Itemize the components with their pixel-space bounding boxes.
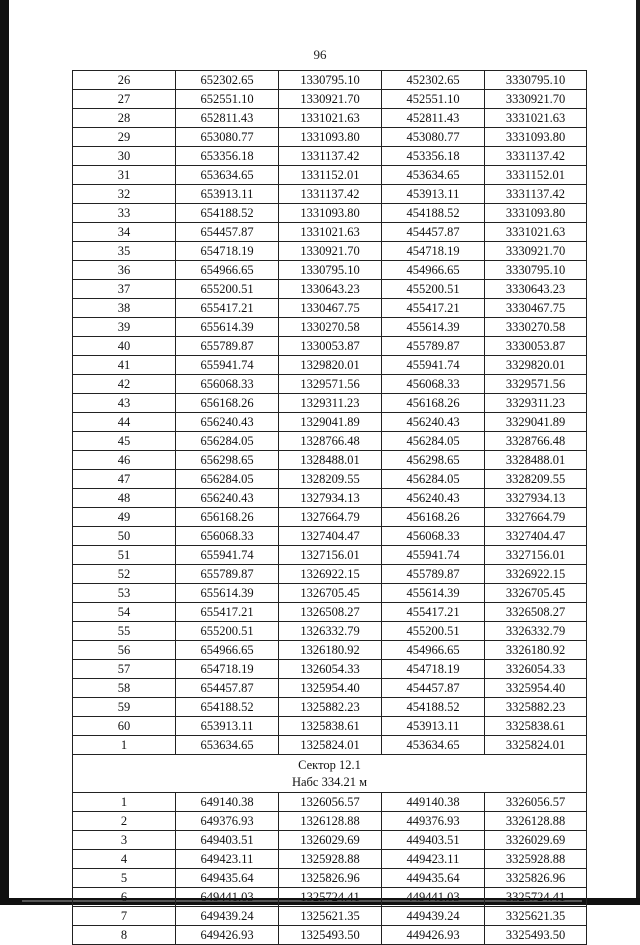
coordinate-cell: 653913.11 [176,717,279,736]
coordinate-cell: 3331152.01 [485,166,587,185]
coordinate-cell: 3328766.48 [485,432,587,451]
table-row [73,546,587,565]
coordinate-cell: 449426.93 [382,926,485,945]
coordinate-cell: 653356.18 [176,147,279,166]
coordinate-cell: 3328488.01 [485,451,587,470]
table-row [73,280,587,299]
coordinate-cell: 655200.51 [176,280,279,299]
coordinate-cell: 1330053.87 [279,337,382,356]
point-number-cell: 44 [73,413,176,432]
coordinate-cell: 453080.77 [382,128,485,147]
point-number-cell: 54 [73,603,176,622]
coordinate-cell: 452811.43 [382,109,485,128]
coordinate-cell: 1331093.80 [279,204,382,223]
coordinate-cell: 3326029.69 [485,831,587,850]
coordinate-cell: 1330270.58 [279,318,382,337]
coordinate-cell: 1326332.79 [279,622,382,641]
coordinate-cell: 1330921.70 [279,90,382,109]
coordinate-cell: 3326056.57 [485,793,587,812]
coordinate-cell: 456284.05 [382,470,485,489]
coordinate-cell: 1331137.42 [279,147,382,166]
coordinate-cell: 655941.74 [176,356,279,375]
point-number-cell: 46 [73,451,176,470]
coordinate-cell: 449403.51 [382,831,485,850]
coordinate-cell: 1325824.01 [279,736,382,755]
point-number-cell: 59 [73,698,176,717]
table-row [73,71,587,90]
coordinates-table [72,70,587,945]
table-row [73,318,587,337]
table-row [73,660,587,679]
coordinate-cell: 649140.38 [176,793,279,812]
coordinate-cell: 452551.10 [382,90,485,109]
coordinate-cell: 3329041.89 [485,413,587,432]
table-row [73,888,587,907]
table-row [73,698,587,717]
coordinate-cell: 3325838.61 [485,717,587,736]
coordinate-cell: 3331093.80 [485,204,587,223]
coordinate-cell: 1331021.63 [279,109,382,128]
coordinate-cell: 3329820.01 [485,356,587,375]
table-row [73,470,587,489]
coordinate-cell: 455200.51 [382,622,485,641]
coordinate-cell: 3327664.79 [485,508,587,527]
coordinate-cell: 1327404.47 [279,527,382,546]
coordinate-cell: 1325928.88 [279,850,382,869]
point-number-cell: 52 [73,565,176,584]
coordinate-cell: 654457.87 [176,223,279,242]
coordinate-cell: 3326508.27 [485,603,587,622]
coordinate-cell: 455417.21 [382,603,485,622]
coordinate-cell: 656240.43 [176,489,279,508]
coordinate-cell: 3330467.75 [485,299,587,318]
point-number-cell: 37 [73,280,176,299]
coordinate-cell: 456284.05 [382,432,485,451]
table-row [73,527,587,546]
coordinate-cell: 656284.05 [176,432,279,451]
point-number-cell: 45 [73,432,176,451]
point-number-cell: 47 [73,470,176,489]
coordinate-cell: 655417.21 [176,603,279,622]
coordinate-cell: 655614.39 [176,318,279,337]
table-row [73,717,587,736]
section-header-row [73,755,587,793]
coordinate-cell: 3330053.87 [485,337,587,356]
table-row [73,356,587,375]
point-number-cell: 29 [73,128,176,147]
coordinate-cell: 649376.93 [176,812,279,831]
table-row [73,147,587,166]
point-number-cell: 1 [73,736,176,755]
table-row [73,432,587,451]
point-number-cell: 48 [73,489,176,508]
coordinate-cell: 456240.43 [382,489,485,508]
coordinate-cell: 453356.18 [382,147,485,166]
table-row [73,451,587,470]
section-title: Сектор 12.1 [298,758,361,772]
table-row [73,337,587,356]
table-row [73,413,587,432]
coordinate-cell: 455789.87 [382,337,485,356]
coordinate-cell: 1326054.33 [279,660,382,679]
table-row [73,850,587,869]
table-row [73,831,587,850]
coordinate-cell: 1330467.75 [279,299,382,318]
coordinate-cell: 449435.64 [382,869,485,888]
coordinate-cell: 3325928.88 [485,850,587,869]
coordinate-cell: 456068.33 [382,375,485,394]
point-number-cell: 3 [73,831,176,850]
coordinate-cell: 649423.11 [176,850,279,869]
table-row [73,394,587,413]
coordinate-cell: 655941.74 [176,546,279,565]
table-row [73,242,587,261]
point-number-cell: 2 [73,812,176,831]
point-number-cell: 53 [73,584,176,603]
coordinate-cell: 652302.65 [176,71,279,90]
coordinate-cell: 655614.39 [176,584,279,603]
coordinate-cell: 455789.87 [382,565,485,584]
coordinate-cell: 655200.51 [176,622,279,641]
table-row [73,622,587,641]
coordinate-cell: 1331093.80 [279,128,382,147]
coordinate-cell: 3330795.10 [485,261,587,280]
coordinate-cell: 1328209.55 [279,470,382,489]
section-header [73,755,587,793]
coordinate-cell: 654966.65 [176,641,279,660]
coordinate-cell: 1326508.27 [279,603,382,622]
point-number-cell: 39 [73,318,176,337]
point-number-cell: 58 [73,679,176,698]
coordinate-cell: 3331021.63 [485,223,587,242]
page-number: 96 [313,47,327,62]
coordinate-cell: 652811.43 [176,109,279,128]
coordinate-cell: 1329041.89 [279,413,382,432]
coordinate-cell: 3331093.80 [485,128,587,147]
coordinate-cell: 454188.52 [382,204,485,223]
table-row [73,641,587,660]
coordinate-cell: 454457.87 [382,223,485,242]
coordinate-cell: 3330795.10 [485,71,587,90]
coordinate-cell: 3330643.23 [485,280,587,299]
table-row [73,185,587,204]
coordinate-cell: 455417.21 [382,299,485,318]
section-subtitle: Набс 334.21 м [291,775,368,789]
table-row [73,375,587,394]
point-number-cell: 28 [73,109,176,128]
coordinate-cell: 1326128.88 [279,812,382,831]
point-number-cell: 31 [73,166,176,185]
coordinate-cell: 1330921.70 [279,242,382,261]
table-row [73,793,587,812]
coordinate-cell: 1326922.15 [279,565,382,584]
coordinate-cell: 456240.43 [382,413,485,432]
coordinate-cell: 449439.24 [382,907,485,926]
coordinate-cell: 654188.52 [176,698,279,717]
coordinate-cell: 3326922.15 [485,565,587,584]
coordinate-cell: 3327156.01 [485,546,587,565]
coordinate-cell: 655789.87 [176,565,279,584]
coordinate-cell: 656168.26 [176,508,279,527]
coordinate-cell: 456168.26 [382,508,485,527]
coordinate-cell: 653913.11 [176,185,279,204]
scan-border-left [0,0,9,905]
point-number-cell: 1 [73,793,176,812]
coordinate-cell: 652551.10 [176,90,279,109]
coordinate-cell: 449441.03 [382,888,485,907]
coordinate-cell: 3325824.01 [485,736,587,755]
coordinate-cell: 1331152.01 [279,166,382,185]
point-number-cell: 38 [73,299,176,318]
coordinate-cell: 3331137.42 [485,147,587,166]
coordinate-cell: 1329571.56 [279,375,382,394]
table-row [73,584,587,603]
coordinate-cell: 656284.05 [176,470,279,489]
coordinates-table-body [73,71,587,945]
point-number-cell: 33 [73,204,176,223]
coordinate-cell: 1325621.35 [279,907,382,926]
table-row [73,128,587,147]
point-number-cell: 30 [73,147,176,166]
point-number-cell: 27 [73,90,176,109]
coordinate-cell: 654457.87 [176,679,279,698]
coordinate-cell: 3329571.56 [485,375,587,394]
table-row [73,166,587,185]
coordinate-cell: 1326029.69 [279,831,382,850]
table-row [73,109,587,128]
coordinate-cell: 1326705.45 [279,584,382,603]
coordinate-cell: 1327664.79 [279,508,382,527]
coordinate-cell: 3325621.35 [485,907,587,926]
coordinate-cell: 654718.19 [176,242,279,261]
coordinate-cell: 655789.87 [176,337,279,356]
coordinate-cell: 454718.19 [382,242,485,261]
point-number-cell: 56 [73,641,176,660]
coordinate-cell: 1330795.10 [279,71,382,90]
point-number-cell: 50 [73,527,176,546]
coordinate-cell: 656068.33 [176,375,279,394]
point-number-cell: 42 [73,375,176,394]
coordinate-cell: 3325882.23 [485,698,587,717]
coordinate-cell: 1328766.48 [279,432,382,451]
coordinate-cell: 3326332.79 [485,622,587,641]
coordinate-cell: 454966.65 [382,261,485,280]
coordinate-cell: 454457.87 [382,679,485,698]
coordinate-cell: 1326180.92 [279,641,382,660]
scan-border-right [636,0,640,905]
table-row [73,204,587,223]
coordinate-cell: 653634.65 [176,736,279,755]
point-number-cell: 36 [73,261,176,280]
coordinate-cell: 1329820.01 [279,356,382,375]
coordinate-cell: 1327934.13 [279,489,382,508]
point-number-cell: 40 [73,337,176,356]
table-row [73,812,587,831]
table-row [73,736,587,755]
coordinate-cell: 649441.03 [176,888,279,907]
coordinate-cell: 453634.65 [382,736,485,755]
coordinate-cell: 1328488.01 [279,451,382,470]
table-row [73,90,587,109]
coordinate-cell: 453913.11 [382,717,485,736]
table-row [73,907,587,926]
coordinate-cell: 1325724.41 [279,888,382,907]
coordinate-cell: 455941.74 [382,356,485,375]
coordinate-cell: 649439.24 [176,907,279,926]
coordinate-cell: 655417.21 [176,299,279,318]
table-row [73,261,587,280]
coordinate-cell: 453913.11 [382,185,485,204]
point-number-cell: 49 [73,508,176,527]
point-number-cell: 8 [73,926,176,945]
coordinate-cell: 1330643.23 [279,280,382,299]
coordinate-cell: 1327156.01 [279,546,382,565]
coordinate-cell: 656240.43 [176,413,279,432]
table-row [73,869,587,888]
point-number-cell: 34 [73,223,176,242]
coordinate-cell: 3331137.42 [485,185,587,204]
coordinate-cell: 3328209.55 [485,470,587,489]
point-number-cell: 32 [73,185,176,204]
table-row [73,508,587,527]
table-row [73,299,587,318]
coordinate-cell: 656168.26 [176,394,279,413]
coordinate-cell: 649426.93 [176,926,279,945]
coordinate-cell: 649435.64 [176,869,279,888]
coordinate-cell: 456168.26 [382,394,485,413]
point-number-cell: 7 [73,907,176,926]
coordinate-cell: 455200.51 [382,280,485,299]
coordinate-cell: 654188.52 [176,204,279,223]
point-number-cell: 55 [73,622,176,641]
coordinate-cell: 455941.74 [382,546,485,565]
table-row [73,489,587,508]
table-row [73,223,587,242]
coordinate-cell: 454966.65 [382,641,485,660]
coordinate-cell: 3329311.23 [485,394,587,413]
coordinate-cell: 3325826.96 [485,869,587,888]
coordinate-cell: 3326180.92 [485,641,587,660]
coordinate-cell: 1325882.23 [279,698,382,717]
table-row [73,565,587,584]
coordinate-cell: 454718.19 [382,660,485,679]
coordinate-cell: 3330270.58 [485,318,587,337]
coordinate-cell: 1329311.23 [279,394,382,413]
point-number-cell: 35 [73,242,176,261]
coordinate-cell: 1325838.61 [279,717,382,736]
point-number-cell: 43 [73,394,176,413]
coordinate-cell: 1330795.10 [279,261,382,280]
coordinate-cell: 654966.65 [176,261,279,280]
point-number-cell: 57 [73,660,176,679]
coordinate-cell: 3325954.40 [485,679,587,698]
coordinate-cell: 449423.11 [382,850,485,869]
coordinate-cell: 449376.93 [382,812,485,831]
coordinate-cell: 1325826.96 [279,869,382,888]
coordinate-cell: 3325493.50 [485,926,587,945]
coordinate-cell: 3325724.41 [485,888,587,907]
point-number-cell: 6 [73,888,176,907]
table-row [73,679,587,698]
coordinate-cell: 449140.38 [382,793,485,812]
coordinate-cell: 3331021.63 [485,109,587,128]
coordinate-cell: 3326128.88 [485,812,587,831]
coordinate-cell: 454188.52 [382,698,485,717]
coordinate-cell: 456298.65 [382,451,485,470]
coordinate-cell: 656298.65 [176,451,279,470]
coordinate-cell: 656068.33 [176,527,279,546]
coordinate-cell: 456068.33 [382,527,485,546]
coordinate-cell: 1325954.40 [279,679,382,698]
coordinate-cell: 1325493.50 [279,926,382,945]
coordinate-cell: 653080.77 [176,128,279,147]
point-number-cell: 4 [73,850,176,869]
coordinate-cell: 653634.65 [176,166,279,185]
coordinate-cell: 3326705.45 [485,584,587,603]
coordinate-cell: 1326056.57 [279,793,382,812]
coordinate-cell: 3327934.13 [485,489,587,508]
coordinate-cell: 452302.65 [382,71,485,90]
coordinate-cell: 649403.51 [176,831,279,850]
point-number-cell: 26 [73,71,176,90]
coordinate-cell: 654718.19 [176,660,279,679]
table-row [73,603,587,622]
point-number-cell: 60 [73,717,176,736]
point-number-cell: 41 [73,356,176,375]
coordinate-cell: 3330921.70 [485,90,587,109]
coordinate-cell: 3330921.70 [485,242,587,261]
coordinate-cell: 453634.65 [382,166,485,185]
coordinate-cell: 1331137.42 [279,185,382,204]
point-number-cell: 51 [73,546,176,565]
coordinate-cell: 1331021.63 [279,223,382,242]
table-row [73,926,587,945]
coordinate-cell: 3326054.33 [485,660,587,679]
coordinate-cell: 3327404.47 [485,527,587,546]
coordinate-cell: 455614.39 [382,318,485,337]
point-number-cell: 5 [73,869,176,888]
coordinate-cell: 455614.39 [382,584,485,603]
